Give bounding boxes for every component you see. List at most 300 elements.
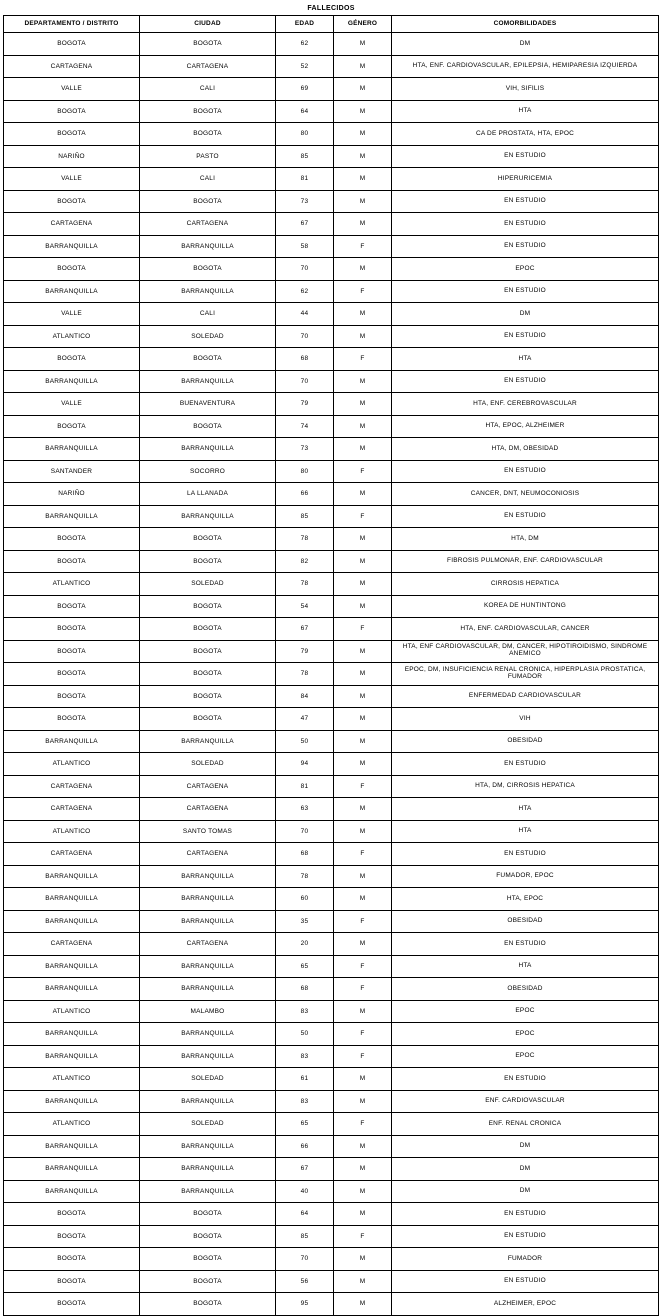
cell-departamento: BARRANQUILLA (4, 1090, 140, 1113)
cell-departamento: ATLANTICO (4, 753, 140, 776)
cell-ciudad: CARTAGENA (140, 213, 276, 236)
cell-genero: M (334, 1180, 392, 1203)
cell-genero: M (334, 798, 392, 821)
cell-ciudad: CALI (140, 78, 276, 101)
cell-comorbilidades: HTA, EPOC (392, 888, 659, 911)
cell-edad: 35 (276, 910, 334, 933)
cell-comorbilidades: FIBROSIS PULMONAR, ENF. CARDIOVASCULAR (392, 550, 659, 573)
cell-ciudad: BOGOTA (140, 415, 276, 438)
cell-comorbilidades: HTA, DM, CIRROSIS HEPATICA (392, 775, 659, 798)
column-header-comorbilidades: COMORBILIDADES (392, 16, 659, 33)
cell-comorbilidades: HTA, EPOC, ALZHEIMER (392, 415, 659, 438)
table-row (4, 550, 659, 573)
cell-departamento: BARRANQUILLA (4, 1045, 140, 1068)
cell-edad: 67 (276, 1158, 334, 1181)
cell-departamento: CARTAGENA (4, 213, 140, 236)
cell-departamento: BOGOTA (4, 415, 140, 438)
cell-edad: 70 (276, 370, 334, 393)
cell-departamento: BOGOTA (4, 1293, 140, 1316)
cell-comorbilidades: EN ESTUDIO (392, 460, 659, 483)
cell-departamento: CARTAGENA (4, 798, 140, 821)
cell-ciudad: BOGOTA (140, 1293, 276, 1316)
cell-comorbilidades: CIRROSIS HEPATICA (392, 573, 659, 596)
cell-ciudad: BOGOTA (140, 640, 276, 663)
cell-edad: 62 (276, 280, 334, 303)
table-row (4, 978, 659, 1001)
cell-ciudad: SANTO TOMAS (140, 820, 276, 843)
cell-departamento: BOGOTA (4, 190, 140, 213)
cell-comorbilidades: EN ESTUDIO (392, 235, 659, 258)
table-row (4, 168, 659, 191)
cell-genero: M (334, 1068, 392, 1091)
cell-edad: 64 (276, 100, 334, 123)
cell-ciudad: BARRANQUILLA (140, 1180, 276, 1203)
cell-genero: M (334, 123, 392, 146)
cell-ciudad: BARRANQUILLA (140, 910, 276, 933)
cell-comorbilidades: DM (392, 1135, 659, 1158)
table-row (4, 393, 659, 416)
cell-departamento: BARRANQUILLA (4, 280, 140, 303)
cell-edad: 64 (276, 1203, 334, 1226)
cell-genero: F (334, 348, 392, 371)
cell-comorbilidades: EN ESTUDIO (392, 145, 659, 168)
cell-genero: M (334, 370, 392, 393)
table-row (4, 910, 659, 933)
cell-departamento: ATLANTICO (4, 1113, 140, 1136)
cell-comorbilidades: EN ESTUDIO (392, 370, 659, 393)
cell-ciudad: BARRANQUILLA (140, 1135, 276, 1158)
cell-edad: 66 (276, 483, 334, 506)
cell-comorbilidades: EPOC (392, 258, 659, 281)
cell-ciudad: BOGOTA (140, 123, 276, 146)
cell-ciudad: BOGOTA (140, 685, 276, 708)
cell-genero: M (334, 663, 392, 686)
cell-ciudad: BOGOTA (140, 348, 276, 371)
table-row (4, 820, 659, 843)
cell-edad: 95 (276, 1293, 334, 1316)
table-header-row (4, 16, 659, 33)
cell-genero: M (334, 753, 392, 776)
cell-genero: F (334, 1113, 392, 1136)
cell-edad: 50 (276, 730, 334, 753)
cell-comorbilidades: KOREA DE HUNTINTONG (392, 595, 659, 618)
table-row (4, 145, 659, 168)
table-row (4, 483, 659, 506)
cell-departamento: BOGOTA (4, 348, 140, 371)
table-row (4, 415, 659, 438)
table-row (4, 1225, 659, 1248)
cell-genero: M (334, 573, 392, 596)
cell-comorbilidades: CA DE PROSTATA, HTA, EPOC (392, 123, 659, 146)
cell-departamento: CARTAGENA (4, 933, 140, 956)
cell-genero: M (334, 708, 392, 731)
cell-departamento: BOGOTA (4, 33, 140, 56)
cell-genero: F (334, 843, 392, 866)
cell-departamento: BARRANQUILLA (4, 955, 140, 978)
cell-genero: M (334, 550, 392, 573)
cell-comorbilidades: HTA (392, 348, 659, 371)
cell-departamento: BOGOTA (4, 640, 140, 663)
cell-genero: M (334, 100, 392, 123)
cell-ciudad: BARRANQUILLA (140, 370, 276, 393)
cell-edad: 66 (276, 1135, 334, 1158)
cell-genero: F (334, 955, 392, 978)
cell-genero: F (334, 618, 392, 641)
cell-ciudad: BARRANQUILLA (140, 1158, 276, 1181)
cell-edad: 65 (276, 955, 334, 978)
cell-departamento: BOGOTA (4, 550, 140, 573)
cell-ciudad: BOGOTA (140, 550, 276, 573)
table-row (4, 1113, 659, 1136)
cell-departamento: BARRANQUILLA (4, 978, 140, 1001)
cell-edad: 80 (276, 460, 334, 483)
table-row (4, 258, 659, 281)
cell-ciudad: BARRANQUILLA (140, 888, 276, 911)
table-row (4, 843, 659, 866)
cell-departamento: BARRANQUILLA (4, 730, 140, 753)
cell-comorbilidades: EN ESTUDIO (392, 843, 659, 866)
table-body (4, 33, 659, 1316)
cell-edad: 80 (276, 123, 334, 146)
cell-edad: 84 (276, 685, 334, 708)
cell-ciudad: CALI (140, 168, 276, 191)
table-row (4, 1023, 659, 1046)
cell-comorbilidades: EN ESTUDIO (392, 1203, 659, 1226)
cell-genero: M (334, 1248, 392, 1271)
cell-comorbilidades: DM (392, 303, 659, 326)
cell-ciudad: BARRANQUILLA (140, 1045, 276, 1068)
cell-genero: F (334, 978, 392, 1001)
cell-genero: M (334, 1090, 392, 1113)
cell-departamento: VALLE (4, 393, 140, 416)
cell-departamento: BOGOTA (4, 258, 140, 281)
table-row (4, 1000, 659, 1023)
cell-genero: M (334, 1293, 392, 1316)
cell-ciudad: BOGOTA (140, 528, 276, 551)
cell-departamento: CARTAGENA (4, 775, 140, 798)
cell-edad: 85 (276, 1225, 334, 1248)
cell-genero: M (334, 190, 392, 213)
cell-departamento: BARRANQUILLA (4, 865, 140, 888)
table-row (4, 1203, 659, 1226)
column-header-genero: GÉNERO (334, 16, 392, 33)
cell-comorbilidades: EN ESTUDIO (392, 190, 659, 213)
cell-comorbilidades: OBESIDAD (392, 910, 659, 933)
table-row (4, 640, 659, 663)
cell-ciudad: CALI (140, 303, 276, 326)
cell-edad: 47 (276, 708, 334, 731)
cell-genero: F (334, 910, 392, 933)
table-header (4, 16, 659, 33)
cell-comorbilidades: VIH, SIFILIS (392, 78, 659, 101)
cell-departamento: BOGOTA (4, 1248, 140, 1271)
cell-ciudad: BOGOTA (140, 190, 276, 213)
cell-ciudad: BARRANQUILLA (140, 235, 276, 258)
cell-edad: 83 (276, 1045, 334, 1068)
cell-comorbilidades: ENF. CARDIOVASCULAR (392, 1090, 659, 1113)
cell-genero: M (334, 415, 392, 438)
cell-departamento: ATLANTICO (4, 1068, 140, 1091)
cell-genero: M (334, 145, 392, 168)
cell-ciudad: BOGOTA (140, 1203, 276, 1226)
cell-departamento: ATLANTICO (4, 1000, 140, 1023)
cell-edad: 83 (276, 1090, 334, 1113)
cell-ciudad: BARRANQUILLA (140, 865, 276, 888)
table-row (4, 190, 659, 213)
cell-ciudad: BARRANQUILLA (140, 280, 276, 303)
cell-edad: 20 (276, 933, 334, 956)
table-row (4, 1270, 659, 1293)
cell-ciudad: PASTO (140, 145, 276, 168)
cell-genero: M (334, 1270, 392, 1293)
cell-genero: F (334, 1225, 392, 1248)
cell-edad: 58 (276, 235, 334, 258)
cell-comorbilidades: HTA, ENF. CARDIOVASCULAR, CANCER (392, 618, 659, 641)
cell-departamento: BOGOTA (4, 595, 140, 618)
cell-departamento: NARIÑO (4, 145, 140, 168)
cell-genero: M (334, 820, 392, 843)
cell-ciudad: SOLEDAD (140, 753, 276, 776)
cell-genero: M (334, 483, 392, 506)
column-header-edad: EDAD (276, 16, 334, 33)
cell-comorbilidades: HIPERURICEMIA (392, 168, 659, 191)
cell-departamento: BOGOTA (4, 1225, 140, 1248)
cell-edad: 82 (276, 550, 334, 573)
fallecidos-table (3, 3, 659, 1316)
cell-ciudad: BARRANQUILLA (140, 438, 276, 461)
cell-ciudad: BOGOTA (140, 595, 276, 618)
table-row (4, 235, 659, 258)
table-row (4, 123, 659, 146)
cell-departamento: BOGOTA (4, 663, 140, 686)
cell-edad: 79 (276, 640, 334, 663)
cell-edad: 40 (276, 1180, 334, 1203)
table-row (4, 1180, 659, 1203)
table-row (4, 955, 659, 978)
table-row (4, 1045, 659, 1068)
cell-edad: 73 (276, 190, 334, 213)
cell-edad: 44 (276, 303, 334, 326)
cell-comorbilidades: ALZHEIMER, EPOC (392, 1293, 659, 1316)
cell-genero: M (334, 33, 392, 56)
cell-comorbilidades: ENFERMEDAD CARDIOVASCULAR (392, 685, 659, 708)
cell-edad: 60 (276, 888, 334, 911)
table-row (4, 505, 659, 528)
table-row (4, 618, 659, 641)
cell-genero: M (334, 888, 392, 911)
cell-edad: 54 (276, 595, 334, 618)
cell-ciudad: SOCORRO (140, 460, 276, 483)
cell-departamento: BARRANQUILLA (4, 438, 140, 461)
cell-edad: 74 (276, 415, 334, 438)
cell-departamento: BARRANQUILLA (4, 235, 140, 258)
cell-genero: M (334, 55, 392, 78)
cell-comorbilidades: VIH (392, 708, 659, 731)
cell-edad: 83 (276, 1000, 334, 1023)
cell-genero: F (334, 235, 392, 258)
table-row (4, 933, 659, 956)
cell-edad: 81 (276, 168, 334, 191)
table-row (4, 1090, 659, 1113)
cell-genero: F (334, 775, 392, 798)
cell-departamento: BOGOTA (4, 123, 140, 146)
cell-genero: M (334, 303, 392, 326)
cell-ciudad: SOLEDAD (140, 1068, 276, 1091)
cell-comorbilidades: HTA, DM, OBESIDAD (392, 438, 659, 461)
cell-departamento: BARRANQUILLA (4, 370, 140, 393)
cell-comorbilidades: EN ESTUDIO (392, 325, 659, 348)
cell-edad: 78 (276, 573, 334, 596)
cell-departamento: BARRANQUILLA (4, 1135, 140, 1158)
cell-departamento: BOGOTA (4, 708, 140, 731)
cell-departamento: SANTANDER (4, 460, 140, 483)
cell-comorbilidades: HTA (392, 955, 659, 978)
cell-edad: 68 (276, 348, 334, 371)
table-row (4, 1248, 659, 1271)
table-row (4, 325, 659, 348)
cell-departamento: NARIÑO (4, 483, 140, 506)
cell-ciudad: BARRANQUILLA (140, 978, 276, 1001)
table-row (4, 348, 659, 371)
cell-comorbilidades: FUMADOR, EPOC (392, 865, 659, 888)
cell-comorbilidades: HTA, ENF. CARDIOVASCULAR, EPILEPSIA, HEMIPARESIA IZQUIERDA (392, 55, 659, 78)
column-header-departamento: DEPARTAMENTO / DISTRITO (4, 16, 140, 33)
cell-ciudad: BOGOTA (140, 1248, 276, 1271)
cell-comorbilidades: FUMADOR (392, 1248, 659, 1271)
cell-ciudad: BUENAVENTURA (140, 393, 276, 416)
cell-genero: M (334, 685, 392, 708)
table-row (4, 370, 659, 393)
cell-genero: M (334, 595, 392, 618)
cell-edad: 70 (276, 820, 334, 843)
cell-comorbilidades: EN ESTUDIO (392, 505, 659, 528)
cell-edad: 78 (276, 528, 334, 551)
table-row (4, 663, 659, 686)
cell-comorbilidades: HTA, ENF. CEREBROVASCULAR (392, 393, 659, 416)
cell-edad: 73 (276, 438, 334, 461)
cell-comorbilidades: EN ESTUDIO (392, 213, 659, 236)
cell-ciudad: CARTAGENA (140, 55, 276, 78)
cell-genero: M (334, 1000, 392, 1023)
table-row (4, 730, 659, 753)
cell-genero: M (334, 213, 392, 236)
cell-departamento: CARTAGENA (4, 55, 140, 78)
cell-comorbilidades: EN ESTUDIO (392, 1225, 659, 1248)
cell-ciudad: BOGOTA (140, 100, 276, 123)
cell-genero: M (334, 258, 392, 281)
cell-ciudad: CARTAGENA (140, 843, 276, 866)
table-row (4, 753, 659, 776)
table-row (4, 573, 659, 596)
cell-comorbilidades: DM (392, 1180, 659, 1203)
cell-departamento: VALLE (4, 303, 140, 326)
cell-edad: 78 (276, 663, 334, 686)
cell-edad: 67 (276, 618, 334, 641)
cell-departamento: BOGOTA (4, 100, 140, 123)
cell-departamento: VALLE (4, 168, 140, 191)
table-row (4, 280, 659, 303)
table-row (4, 775, 659, 798)
cell-ciudad: BOGOTA (140, 708, 276, 731)
cell-departamento: BOGOTA (4, 685, 140, 708)
cell-comorbilidades: HTA (392, 100, 659, 123)
table-row (4, 528, 659, 551)
cell-edad: 68 (276, 843, 334, 866)
table-row (4, 1158, 659, 1181)
table-row (4, 460, 659, 483)
cell-ciudad: BOGOTA (140, 1225, 276, 1248)
cell-edad: 65 (276, 1113, 334, 1136)
table-row (4, 438, 659, 461)
cell-edad: 79 (276, 393, 334, 416)
cell-departamento: BARRANQUILLA (4, 888, 140, 911)
cell-departamento: BARRANQUILLA (4, 1158, 140, 1181)
cell-genero: M (334, 78, 392, 101)
cell-ciudad: BOGOTA (140, 1270, 276, 1293)
cell-edad: 81 (276, 775, 334, 798)
table-row (4, 213, 659, 236)
cell-departamento: BOGOTA (4, 528, 140, 551)
cell-comorbilidades: EPOC, DM, INSUFICIENCIA RENAL CRONICA, HIPERPLASIA PROSTATICA, FUMADOR (392, 663, 659, 686)
cell-edad: 70 (276, 258, 334, 281)
cell-edad: 52 (276, 55, 334, 78)
cell-genero: F (334, 1023, 392, 1046)
cell-edad: 78 (276, 865, 334, 888)
cell-comorbilidades: OBESIDAD (392, 730, 659, 753)
cell-departamento: BARRANQUILLA (4, 505, 140, 528)
table-row (4, 1135, 659, 1158)
cell-genero: M (334, 1203, 392, 1226)
cell-genero: M (334, 325, 392, 348)
cell-comorbilidades: DM (392, 33, 659, 56)
cell-departamento: CARTAGENA (4, 843, 140, 866)
cell-comorbilidades: EN ESTUDIO (392, 280, 659, 303)
cell-ciudad: BOGOTA (140, 663, 276, 686)
cell-comorbilidades: HTA, DM (392, 528, 659, 551)
cell-departamento: BARRANQUILLA (4, 1023, 140, 1046)
cell-ciudad: BARRANQUILLA (140, 1090, 276, 1113)
cell-departamento: BOGOTA (4, 1203, 140, 1226)
cell-comorbilidades: EN ESTUDIO (392, 753, 659, 776)
cell-edad: 56 (276, 1270, 334, 1293)
table-row (4, 100, 659, 123)
cell-genero: M (334, 393, 392, 416)
table-row (4, 888, 659, 911)
cell-ciudad: BOGOTA (140, 33, 276, 56)
cell-genero: M (334, 730, 392, 753)
cell-ciudad: BARRANQUILLA (140, 955, 276, 978)
cell-departamento: BOGOTA (4, 618, 140, 641)
cell-departamento: BARRANQUILLA (4, 910, 140, 933)
cell-ciudad: SOLEDAD (140, 325, 276, 348)
cell-ciudad: BARRANQUILLA (140, 505, 276, 528)
cell-departamento: ATLANTICO (4, 573, 140, 596)
cell-edad: 61 (276, 1068, 334, 1091)
cell-genero: F (334, 1045, 392, 1068)
cell-ciudad: BOGOTA (140, 258, 276, 281)
cell-genero: M (334, 1158, 392, 1181)
cell-comorbilidades: EPOC (392, 1000, 659, 1023)
cell-departamento: VALLE (4, 78, 140, 101)
cell-ciudad: LA LLANADA (140, 483, 276, 506)
cell-edad: 85 (276, 145, 334, 168)
table-row (4, 78, 659, 101)
table-row (4, 33, 659, 56)
cell-genero: F (334, 460, 392, 483)
cell-comorbilidades: CANCER, DNT, NEUMOCONIOSIS (392, 483, 659, 506)
table-row (4, 708, 659, 731)
page-title: FALLECIDOS (307, 5, 355, 12)
